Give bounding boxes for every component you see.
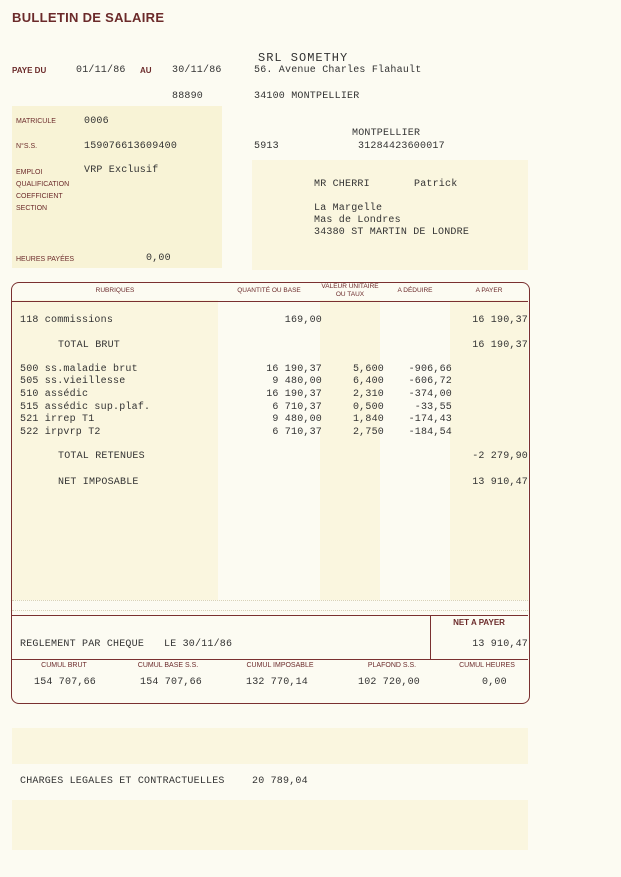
urssaf-code: 5913 xyxy=(254,141,279,152)
nss-label: N°S.S. xyxy=(16,143,38,150)
row-label: TOTAL BRUT xyxy=(58,340,121,351)
row-label: 521 irrep T1 xyxy=(20,414,95,425)
urssaf-number: 31284423600017 xyxy=(358,141,445,152)
nss-value: 159076613609400 xyxy=(84,141,178,152)
row-payer: 13 910,47 xyxy=(472,477,528,488)
row-base: 169,00 xyxy=(284,315,322,326)
row-label: 505 ss.vieillesse xyxy=(20,376,126,387)
cumul-value: 154 707,66 xyxy=(34,677,97,688)
document-title: BULLETIN DE SALAIRE xyxy=(12,10,165,25)
cumul-value: 0,00 xyxy=(482,677,507,688)
row-base: 6 710,37 xyxy=(272,427,322,438)
col-valeur-line2: OU TAUX xyxy=(335,291,365,298)
reglement-text: REGLEMENT PAR CHEQUE xyxy=(20,639,145,650)
cumul-label: CUMUL IMPOSABLE xyxy=(246,662,314,669)
row-label: 515 assédic sup.plaf. xyxy=(20,402,151,413)
row-taux: 6,400 xyxy=(352,376,384,387)
employer-code: 88890 xyxy=(172,91,204,102)
row-taux: 1,840 xyxy=(352,414,384,425)
cumul-top-line xyxy=(12,659,528,660)
row-base: 6 710,37 xyxy=(272,402,322,413)
cumul-label: CUMUL HEURES xyxy=(459,662,515,669)
table-header-divider xyxy=(12,301,528,302)
row-label: 522 irpvrp T2 xyxy=(20,427,101,438)
emploi-label: EMPLOI xyxy=(16,169,43,176)
emploi-value: VRP Exclusif xyxy=(84,165,159,176)
row-payer: 16 190,37 xyxy=(472,340,528,351)
row-label: 510 assédic xyxy=(20,389,89,400)
charges-band xyxy=(12,728,528,764)
company-address-line2: 34100 MONTPELLIER xyxy=(254,91,360,102)
faint-separator xyxy=(12,610,528,611)
cumul-label: PLAFOND S.S. xyxy=(367,662,417,669)
bottom-band xyxy=(12,800,528,850)
cumul-label: CUMUL BASE S.S. xyxy=(137,662,199,669)
au-label: AU xyxy=(140,66,152,75)
row-payer: 16 190,37 xyxy=(472,315,528,326)
col-quantite: QUANTITÉ OU BASE xyxy=(237,287,301,294)
row-taux: 5,600 xyxy=(352,364,384,375)
net-section-top-line xyxy=(12,615,528,616)
col-rubriques: RUBRIQUES xyxy=(95,287,135,294)
cumul-label: CUMUL BRUT xyxy=(41,662,87,669)
cumul-value: 154 707,66 xyxy=(140,677,203,688)
employee-address-line1: La Margelle xyxy=(314,203,383,214)
row-deduire: -174,43 xyxy=(408,414,452,425)
employee-address-line2: Mas de Londres xyxy=(314,215,401,226)
row-base: 16 190,37 xyxy=(266,364,322,375)
cumul-value: 102 720,00 xyxy=(358,677,421,688)
row-payer: -2 279,90 xyxy=(472,451,528,462)
row-label: NET IMPOSABLE xyxy=(58,477,139,488)
date-to: 30/11/86 xyxy=(172,65,222,76)
matricule-value: 0006 xyxy=(84,116,109,127)
row-label: TOTAL RETENUES xyxy=(58,451,145,462)
paye-du-label: PAYE DU xyxy=(12,66,47,75)
row-taux: 2,750 xyxy=(352,427,384,438)
net-a-payer-value: 13 910,47 xyxy=(472,639,528,650)
row-label: 118 commissions xyxy=(20,315,114,326)
heures-value: 0,00 xyxy=(146,253,171,264)
row-taux: 0,500 xyxy=(352,402,384,413)
row-base: 9 480,00 xyxy=(272,414,322,425)
row-deduire: -606,72 xyxy=(408,376,452,387)
col-deduire: A DÉDUIRE xyxy=(397,287,433,294)
row-base: 16 190,37 xyxy=(266,389,322,400)
heures-label: HEURES PAYÉES xyxy=(16,256,75,263)
urssaf-city: MONTPELLIER xyxy=(352,128,421,139)
row-deduire: -184,54 xyxy=(408,427,452,438)
charges-value: 20 789,04 xyxy=(252,776,308,787)
faint-separator xyxy=(12,600,528,601)
row-label: 500 ss.maladie brut xyxy=(20,364,138,375)
section-label: SECTION xyxy=(16,205,48,212)
row-deduire: -33,55 xyxy=(414,402,452,413)
qualification-label: QUALIFICATION xyxy=(16,181,70,188)
company-name: SRL SOMETHY xyxy=(258,51,349,65)
row-deduire: -374,00 xyxy=(408,389,452,400)
row-base: 9 480,00 xyxy=(272,376,322,387)
employee-address-line3: 34380 ST MARTIN DE LONDRE xyxy=(314,227,470,238)
matricule-label: MATRICULE xyxy=(16,118,56,125)
net-a-payer-label: NET A PAYER xyxy=(453,618,505,627)
date-from: 01/11/86 xyxy=(76,65,126,76)
row-taux: 2,310 xyxy=(352,389,384,400)
reglement-date: LE 30/11/86 xyxy=(164,639,233,650)
col-valeur-line1: VALEUR UNITAIRE xyxy=(321,283,379,290)
charges-label: CHARGES LEGALES ET CONTRACTUELLES xyxy=(20,776,225,787)
coefficient-label: COEFFICIENT xyxy=(16,193,63,200)
row-deduire: -906,66 xyxy=(408,364,452,375)
company-address-line1: 56. Avenue Charles Flahault xyxy=(254,65,422,76)
employee-name: MR CHERRI xyxy=(314,179,370,190)
employee-first-name: Patrick xyxy=(414,179,458,190)
col-payer: A PAYER xyxy=(475,287,503,294)
cumul-value: 132 770,14 xyxy=(246,677,309,688)
